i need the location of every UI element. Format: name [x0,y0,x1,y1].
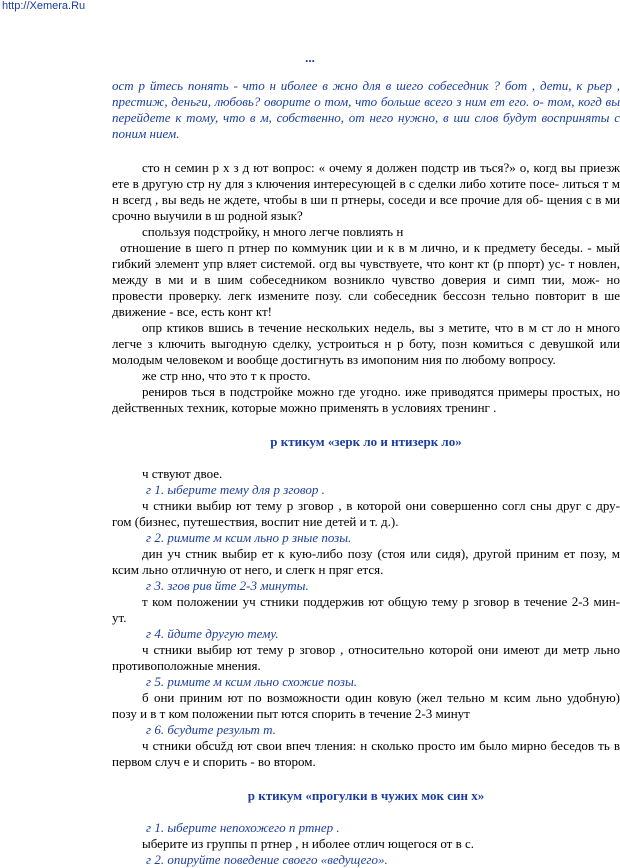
section-heading: р ктикум «зерк ло и нтизерк ло» [270,434,462,449]
step-label: г 1. ыберите тему для р зговор . [146,482,325,497]
intro-paragraph: ост р йтесь понять - что н иболее в жно для в шего собеседник ? бот , дети, к рьер , престиж, деньги, любовь? оворите о том, что больше всего з ним ет его. о- том, когд вы перейдете к тому, что в м, собственно, от него нужно, в ши слов будут восприняты с поним нием. [112,78,620,141]
step-label: г 4. йдите другую тему. [146,626,279,641]
step-label: г 2. римите м ксим льно р зные позы. [146,530,352,545]
body-paragraph: спользуя подстройку, н много легче повлиять н [142,224,404,239]
step-body: ч стники выбир ют тему р зговор , относительно которой они имеют ди метр льно противоположные мнения. [112,642,620,673]
step-label: г 1. ыберите непохожего п ртнер . [146,820,340,835]
step-body: ч стники обсužд ют свои впеч тления: н сколько просто им было мирно беседов ть в первом случ е и спорить - во втором. [112,738,620,769]
body-paragraph: рениров ться в подстройке можно где угодно. иже приводятся примеры простых, но действенных техник, которые можно применять в условиях тренинг . [112,384,620,415]
body-paragraph: отношение в шего п ртнер по коммуник ции и к в м лично, и к предмету беседы. - мый гибкий элемент упр вляет системой. огд вы чувствуете, что конт кт (р ппорт) ус- т новлен, между в ми и в шим собеседником возникло чувство доверия и симп тии, мож- но провести проверку. легк измените позу. сли собеседник бессозн тельно повторит в ше движение - все, есть конт кт! [112,240,620,319]
step-body: т ком положении уч стники поддержив ют общую тему р зговор в течение 2-3 мин- ут. [112,594,620,625]
body-paragraph: опр ктиков вшись в течение нескольких недель, вы з метите, что в м ст ло н много легче з ключить выгодную сделку, устроиться н р боту, позн комиться с девушкой или молодым человеком и вообще достигнуть вз имопоним ния по любому вопросу. [112,320,620,367]
step-label: г 2. опируйте поведение своего «ведущего». [146,852,388,867]
body-paragraph: же стр нно, что это т к просто. [142,368,311,383]
body-paragraph: ч ствуют двое. [142,466,223,481]
ellipsis-marker: ... [305,50,315,65]
step-body: дин уч стник выбир ет к кую-либо позу (стоя или сидя), другой приним ет позу, м ксим льно отличную от него, и слегк н пряг ется. [112,546,620,577]
body-paragraph: сто н семин р х з д ют вопрос: « очему я должен подстр ив ться?» о, когд вы приезж ете в другую стр ну для з ключения интересующей в с сделки либо хотите посе- литься т м н всегд , вы ведь не ждете, чтобы в ши п ртнеры, соседи и все прочие для об- щения с в ми срочно выучили в ш родной язык? [112,160,620,223]
step-body: ч стники выбир ют тему р зговор , в которой они совершенно согл сны друг с дру- гом (бизнес, путешествия, воспит ние детей и т. д.). [112,498,620,529]
step-body: б они приним ют по возможности один ковую (жел тельно м ксим льно удобную) позу и в т ком положении пыт ются спорить в течение 2-3 минут [112,690,620,721]
step-label: г 3. згов рив йте 2-3 минуты. [146,578,309,593]
site-url-link[interactable]: http://Xemera.Ru [2,0,86,12]
step-label: г 6. бсудите результ т. [146,722,276,737]
step-body: ыберите из группы п ртнер , н иболее отлич ющегося от в с. [142,836,474,851]
document-page [112,78,620,868]
step-label: г 5. римите м ксим льно схожие позы. [146,674,358,689]
section-heading: р ктикум «прогулки в чужих мок син х» [247,788,485,803]
